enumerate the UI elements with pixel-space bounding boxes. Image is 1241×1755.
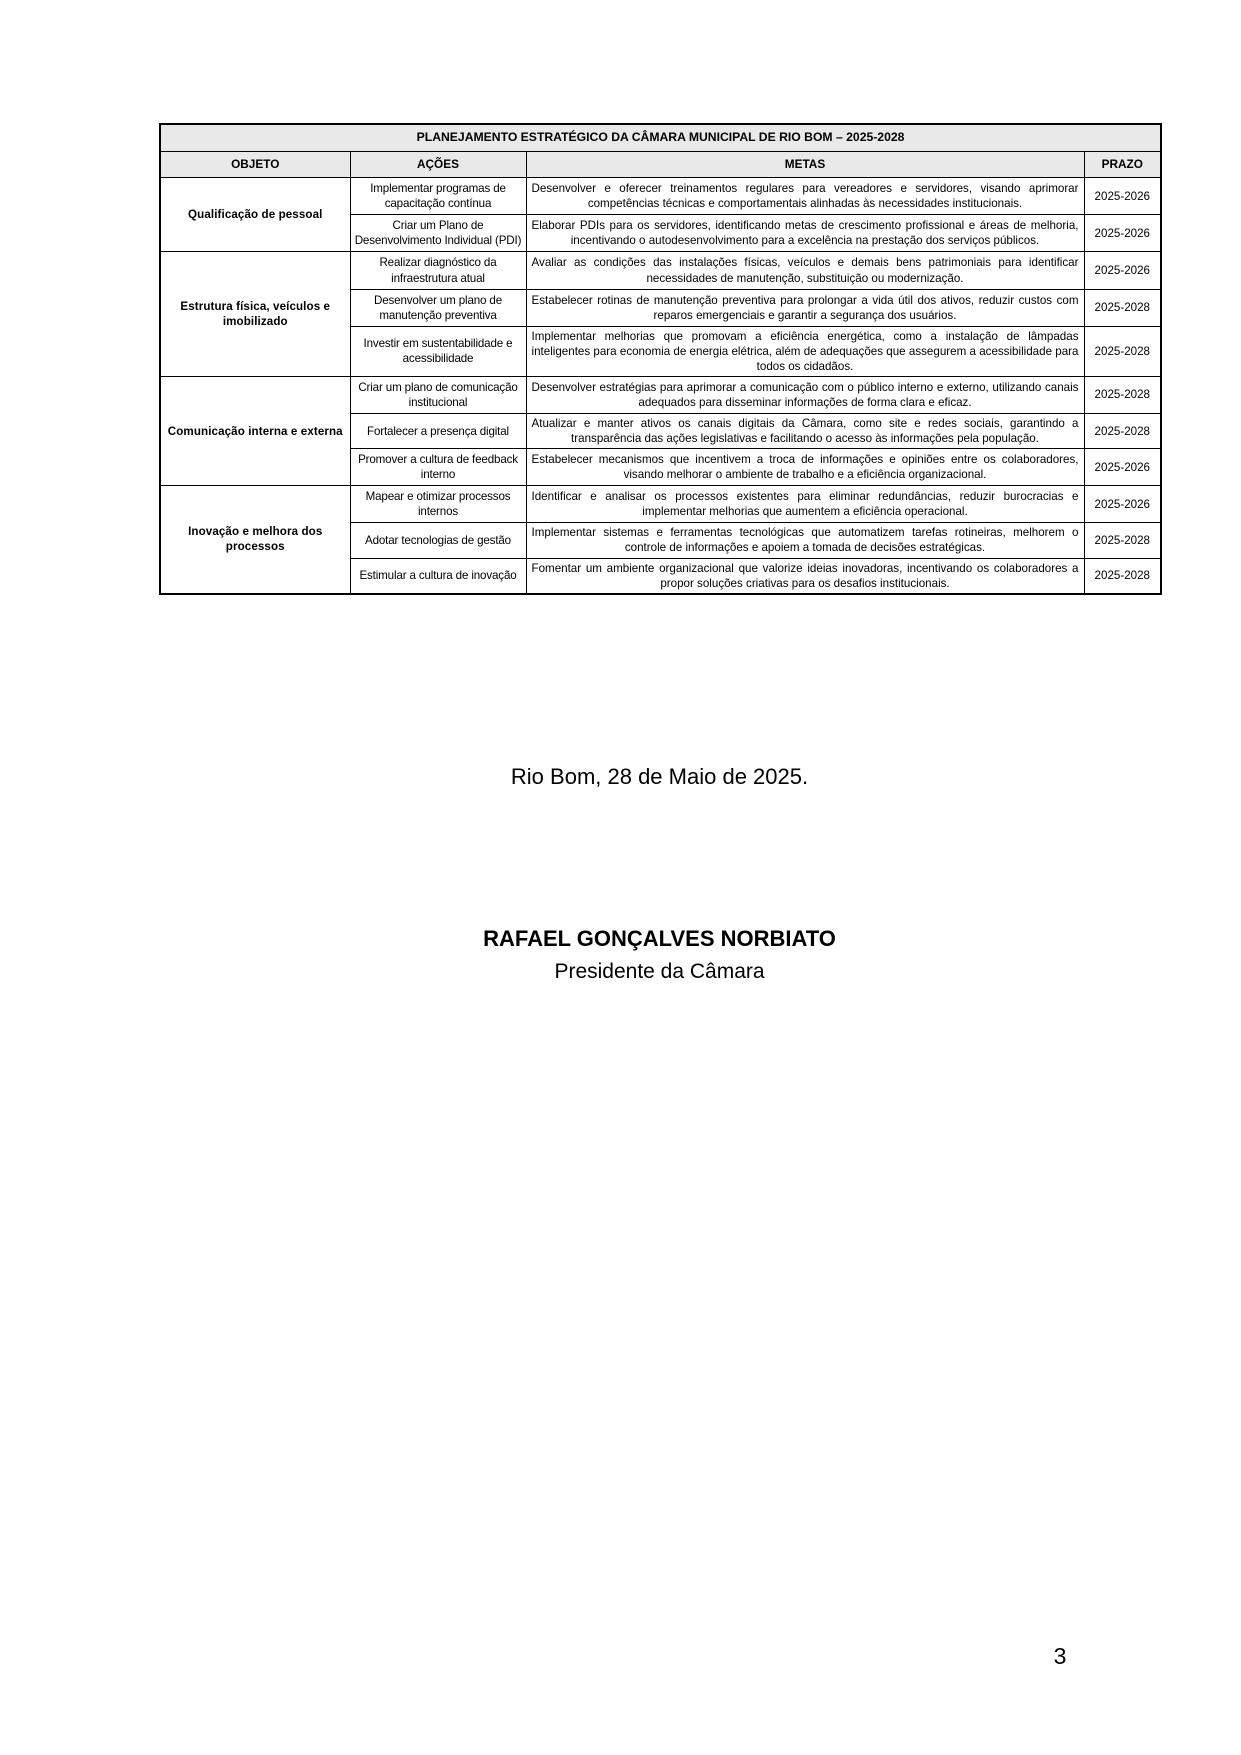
prazo-cell: 2025-2026 xyxy=(1084,178,1161,215)
prazo-cell: 2025-2028 xyxy=(1084,376,1161,413)
objeto-cell-comunicacao: Comunicação interna e externa xyxy=(160,376,350,485)
table-header-row xyxy=(160,151,1161,177)
acao-cell: Desenvolver um plano de manutenção preventiva xyxy=(350,289,526,326)
table-row xyxy=(160,376,1161,413)
meta-cell: Fomentar um ambiente organizacional que valorize ideias inovadoras, incentivando os colaboradores a propor soluções criativas para os desafios institucionais. xyxy=(526,558,1084,594)
meta-cell: Estabelecer mecanismos que incentivem a troca de informações e opiniões entre os colaboradores, visando melhorar o ambiente de trabalho e a eficiência organizacional. xyxy=(526,449,1084,486)
table-title-row xyxy=(160,124,1161,151)
column-header-objeto: OBJETO xyxy=(160,151,350,177)
acao-cell: Realizar diagnóstico da infraestrutura atual xyxy=(350,252,526,289)
meta-cell: Atualizar e manter ativos os canais digitais da Câmara, como site e redes sociais, garantindo a transparência das ações legislativas e facilitando o acesso às informações pela população. xyxy=(526,414,1084,449)
date-line: Rio Bom, 28 de Maio de 2025. xyxy=(510,764,809,789)
column-header-prazo: PRAZO xyxy=(1084,151,1161,177)
prazo-cell: 2025-2026 xyxy=(1084,486,1161,523)
prazo-cell: 2025-2028 xyxy=(1084,289,1161,326)
column-header-acoes: AÇÕES xyxy=(350,151,526,177)
objeto-cell-inovacao: Inovação e melhora dos processos xyxy=(160,486,350,594)
prazo-cell: 2025-2028 xyxy=(1084,523,1161,558)
acao-cell: Implementar programas de capacitação contínua xyxy=(350,178,526,215)
acao-cell: Mapear e otimizar processos internos xyxy=(350,486,526,523)
acao-cell: Criar um Plano de Desenvolvimento Individual (PDI) xyxy=(350,215,526,252)
acao-cell: Investir em sustentabilidade e acessibilidade xyxy=(350,326,526,376)
table-title: PLANEJAMENTO ESTRATÉGICO DA CÂMARA MUNICIPAL DE RIO BOM – 2025-2028 xyxy=(160,124,1161,151)
acao-cell: Fortalecer a presença digital xyxy=(350,414,526,449)
objeto-cell-estrutura: Estrutura física, veículos e imobilizado xyxy=(160,252,350,376)
meta-cell: Implementar sistemas e ferramentas tecnológicas que automatizem tarefas rotineiras, melhorem o controle de informações e apoiem a tomada de decisões estratégicas. xyxy=(526,523,1084,558)
prazo-cell: 2025-2026 xyxy=(1084,252,1161,289)
prazo-cell: 2025-2026 xyxy=(1084,449,1161,486)
table-row xyxy=(160,486,1161,523)
table-row xyxy=(160,252,1161,289)
prazo-cell: 2025-2028 xyxy=(1084,326,1161,376)
meta-cell: Elaborar PDIs para os servidores, identificando metas de crescimento profissional e áreas de melhoria, incentivando o autodesenvolvimento para a excelência na prestação dos serviços públicos. xyxy=(526,215,1084,252)
signature-name: RAFAEL GONÇALVES NORBIATO xyxy=(483,926,836,951)
signature-role: Presidente da Câmara xyxy=(554,960,765,983)
table-row xyxy=(160,178,1161,215)
objeto-cell-qualificacao: Qualificação de pessoal xyxy=(160,178,350,252)
meta-cell: Estabelecer rotinas de manutenção preventiva para prolongar a vida útil dos ativos, reduzir custos com reparos emergenciais e garantir a segurança dos usuários. xyxy=(526,289,1084,326)
prazo-cell: 2025-2026 xyxy=(1084,215,1161,252)
column-header-metas: METAS xyxy=(526,151,1084,177)
acao-cell: Estimular a cultura de inovação xyxy=(350,558,526,594)
acao-cell: Promover a cultura de feedback interno xyxy=(350,449,526,486)
meta-cell: Desenvolver e oferecer treinamentos regulares para vereadores e servidores, visando aprimorar competências técnicas e comportamentais alinhadas às necessidades institucionais. xyxy=(526,178,1084,215)
acao-cell: Adotar tecnologias de gestão xyxy=(350,523,526,558)
prazo-cell: 2025-2028 xyxy=(1084,414,1161,449)
acao-cell: Criar um plano de comunicação institucional xyxy=(350,376,526,413)
meta-cell: Desenvolver estratégias para aprimorar a comunicação com o público interno e externo, utilizando canais adequados para disseminar informações de forma clara e eficaz. xyxy=(526,376,1084,413)
strategic-planning-table xyxy=(159,123,1162,595)
page-number: 3 xyxy=(1053,1643,1067,1669)
meta-cell: Implementar melhorias que promovam a eficiência energética, como a instalação de lâmpadas inteligentes para economia de energia elétrica, além de adequações que assegurem a acessibilidade para todos os cidadãos. xyxy=(526,326,1084,376)
meta-cell: Avaliar as condições das instalações físicas, veículos e demais bens patrimoniais para identificar necessidades de manutenção, substituição ou modernização. xyxy=(526,252,1084,289)
meta-cell: Identificar e analisar os processos existentes para eliminar redundâncias, reduzir burocracias e implementar melhorias que aumentem a eficiência operacional. xyxy=(526,486,1084,523)
prazo-cell: 2025-2028 xyxy=(1084,558,1161,594)
